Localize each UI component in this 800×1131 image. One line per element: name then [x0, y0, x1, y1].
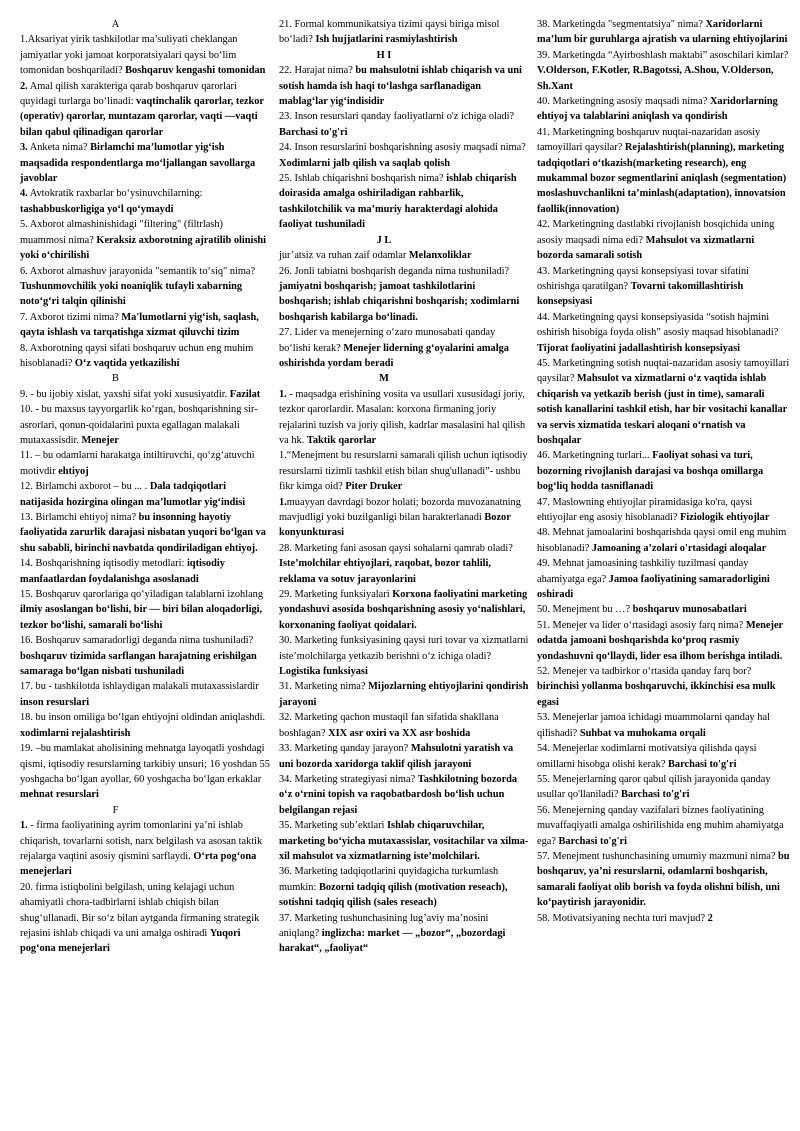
question-entry: [279, 818, 529, 864]
section-letter: B: [112, 373, 119, 385]
answer-text: Barchasi to'g'ri: [279, 126, 348, 138]
question-entry: [537, 448, 792, 494]
question-entry: [20, 32, 271, 78]
question-entry: [537, 217, 792, 263]
question-entry: [20, 387, 271, 402]
question-entry: [537, 741, 792, 772]
question-text: 53. Menejerlar jamoa ichidagi muammolarni qanday hal qilishadi?: [537, 712, 770, 739]
question-entry: [537, 556, 792, 602]
question-entry: [537, 94, 792, 125]
answer-text: Fazilat: [229, 388, 261, 400]
question-text: 29. Marketing funksiyalari: [279, 589, 393, 601]
question-entry: [279, 772, 529, 818]
question-text: 9. - bu ijobiy xislat, yaxshi sifat yoki xususiyatdir.: [20, 388, 230, 400]
answer-text: O‘rta pog‘ona menejerlari: [20, 850, 257, 878]
question-number: 1.: [279, 388, 287, 400]
question-text: 26. Jonli tabiatni boshqarish deganda nima tushuniladi?: [279, 265, 510, 277]
question-text: 27. Lider va menejerning o‘zaro munosabati qanday bo‘lishi kerak?: [279, 327, 496, 354]
question-text: 12. Birlamchi axborot – bu ... .: [20, 481, 150, 493]
question-text: 23. Inson resurslari qanday faoliyatlarni o'z ichiga oladi?: [279, 111, 515, 123]
answer-text: Tashkilotning bozorda o‘z o‘rnini topish va raqobatbardosh bo‘lish uchun belgilangan rejasi: [279, 773, 518, 816]
question-text: 24. Inson resurslarini boshqarishning asosiy maqsadi nima?: [279, 142, 526, 154]
answer-text: boshqaruv munosabatlari: [632, 604, 747, 616]
question-entry: [537, 310, 792, 356]
question-text: 41. Marketingning boshqaruv nuqtai-nazaridan asosiy tamoyillari qaysilar?: [537, 126, 761, 154]
answer-text: Bozor konyunkturasi: [279, 512, 511, 539]
question-text: 15. Boshqaruv qarorlariga qo‘yiladigan talablarni izohlang: [20, 589, 264, 601]
question-entry: [279, 679, 529, 710]
question-text: 36. Marketing tadqiqotlarini quyidagicha turkumlash mumkin:: [279, 866, 499, 893]
question-number: 2.: [20, 80, 28, 92]
question-text: 30. Marketing funksiyasining qaysi turi tovar va xizmatlarni iste’molchilarga yetkazib berishni o‘z ichiga oladi?: [279, 635, 529, 662]
question-text: 47. Maslowning ehtiyojlar piramidasiga ko'ra, qaysi ehtiyojlar eng asosiy hisoblanadi?: [537, 496, 753, 523]
question-entry: [20, 186, 271, 217]
question-entry: [279, 864, 529, 910]
section-letter: J L: [376, 234, 392, 246]
question-entry: [537, 803, 792, 849]
question-text: 46. Marketingning turlari...: [537, 450, 653, 462]
question-text: 32. Marketing qachon mustaqil fan sifatida shakllana boshlagan?: [279, 712, 499, 739]
question-entry: [279, 495, 529, 541]
answer-text: Korxona faoliyatini marketing yondashuvi asosida boshqarishning asosiy yo‘nalishlari, korxonaning faoliyat qoidalari.: [279, 589, 528, 631]
question-text: 19. –bu mamlakat aholisining mehnatga layoqatli yoshdagi qismi, iqtisodiy resurslarning tarkibiy unsuri; 16 yoshdan 55 yoshgacha bo‘lgan ayollar, 60 yoshgacha bo‘lgan erkaklar: [20, 743, 270, 785]
question-text: 17. bu - tashkilotda ishlaydigan malakali mutaxassislardir: [20, 681, 259, 693]
question-entry: [537, 125, 792, 217]
question-text: 33. Marketing qanday jarayon?: [279, 743, 411, 755]
question-text: 55. Menejerlarning qaror qabul qilish jarayonida qanday usullar qo'llaniladi?: [537, 773, 771, 801]
answer-text: mehnat resurslari: [20, 789, 99, 801]
answer-text: boshqaruv tizimida sarflangan harajatning erishilgan samaraga bo‘lgan nisbati tushuniladi: [20, 650, 257, 678]
question-entry: [537, 664, 792, 710]
question-text: 16. Boshqaruv samaradorligi deganda nima tushuniladi?: [20, 635, 254, 647]
question-entry: [20, 556, 271, 587]
section-letter: F: [112, 804, 119, 816]
question-entry: [20, 633, 271, 679]
question-entry: [20, 679, 271, 710]
answer-text: Tijorat faoliyatini jadallashtirish konsepsiyasi: [537, 342, 740, 354]
question-entry: [20, 341, 271, 372]
answer-text: bu boshqaruv, ya’ni resurslarni, odamlarni boshqarish, samarali faoliyat olib borish va foyda olishni bilish, uni ko‘paytirish jarayonidir.: [537, 850, 790, 909]
answer-text: Ma'lumotlarni yig‘ish, saqlash, qayta ishlash va tarqatishga xizmat qiluvchi tizim: [20, 311, 259, 339]
question-entry: [537, 849, 792, 911]
answer-text: Logistika funksiyasi: [279, 666, 368, 678]
answer-text: Barchasi to'g'ri: [668, 758, 737, 770]
question-text: 10. - bu maxsus tayyorgarlik ko‘rgan, boshqarishning sir-asrorlari, qonun-qoidalarini puxta egallagan malakali mutaxassisdir.: [20, 404, 258, 446]
question-text: 13. Birlamchi ehtiyoj nima?: [20, 512, 139, 523]
question-entry: [279, 741, 529, 772]
question-entry: [20, 510, 271, 556]
answer-text: bu mahsulotni ishlab chiqarish va uni sotish hamda ish haqi to‘lashga sarflanadigan mablag‘lar yig‘indisidir: [279, 65, 522, 108]
answer-text: Rejalashtirish(planning), marketing tadqiqotlari o‘tkazish(marketing research), eng mukammal bozor segmentlarini aniqlash (segmentation) moslashuvchanlikni ta’minlash(adaptation), innovatsion faollik(innovation): [537, 142, 787, 215]
question-entry: [537, 772, 792, 803]
column-2: [279, 17, 537, 1131]
question-entry: [279, 710, 529, 741]
question-entry: [20, 448, 271, 479]
answer-text: vaqtinchalik qarorlar, tezkor (operativ) qarorlar, muntazam qarorlar, vaqti —vaqti bilan qabul qilinadigan qarorlar: [20, 96, 264, 138]
question-text: 8. Axborotning qaysi sifati boshqaruv uchun eng muhim hisoblanadi?: [20, 342, 254, 369]
answer-text: V.Olderson, F.Kotler, R.Bagotssi, A.Shou, V.Olderson, Sh.Xant: [537, 65, 774, 92]
question-entry: [20, 479, 271, 510]
answer-text: iqtisodiy manfaatlardan foydalanishga asoslanadi: [20, 558, 225, 585]
question-number: 4.: [20, 188, 28, 200]
question-entry: [537, 525, 792, 556]
answer-text: XIX asr oxiri va XX asr boshida: [328, 727, 471, 739]
question-entry: [279, 633, 529, 679]
answer-text: inson resurslari: [20, 696, 90, 708]
answer-text: jamiyatni boshqarish; jamoat tashkilotlarini boshqarish; ishlab chiqarishni boshqarish; xodimlarni boshqarish kabilarga bo‘linadi.: [279, 280, 520, 323]
question-entry: [20, 880, 271, 957]
answer-text: Xaridorlarni ma’lum bir guruhlarga ajratish va ularning ehtiyojlarini: [537, 19, 788, 46]
question-entry: [537, 264, 792, 310]
question-text: 52. Menejer va tadbirkor o‘rtasida qanday farq bor?: [537, 666, 752, 678]
answer-text: Ish hujjatlarini rasmiylashtirish: [315, 34, 458, 46]
question-entry: [279, 911, 529, 957]
answer-text: Melanxoliklar: [408, 250, 472, 262]
question-text: - maqsadga erishining vosita va usullari xususidagi joriy, tezkor qarorlardir. Masalan: korxona firmaning joriy rejalarini tuzish va joriy qilish, kadrlar masalasini hal qilish va hk.: [279, 388, 526, 446]
question-entry: [279, 448, 529, 494]
column-3: [537, 17, 792, 1131]
question-text: 50. Menejment bu …?: [537, 604, 633, 616]
question-entry: [279, 171, 529, 233]
question-entry: [537, 602, 792, 617]
answer-text: Jamoa faoliyatining samaradorligini oshiradi: [537, 573, 770, 601]
answer-text: Mahsulot va xizmatlarni o‘z vaqtida ishlab chiqarish va yetkazib berish (just in time), samarali sotish kanallarini tashkil etish, har bir vositachi kanallar va servis xizmatida teskari aloqani o‘rnatish va boshqalar: [537, 373, 788, 446]
question-text: 38. Marketingda "segmentatsiya" nima?: [537, 19, 706, 30]
question-text: 5. Axborot almashinishidagi "filtering" (filtrlash) muammosi nima?: [20, 219, 223, 246]
answer-text: Bozorni tadqiq qilish (motivation reseach), sotishni tadqiq qilish (sales reseach): [279, 881, 508, 909]
answer-text: inglizcha: market — „bozor“, „bozordagi harakat“, „faoliyat“: [279, 927, 506, 955]
question-entry: [20, 587, 271, 633]
answer-text: Birlamchi ma’lumotlar yig‘ish maqsadida respondentlarga mo‘ljallangan savollarga javoblar: [20, 142, 256, 185]
answer-text: xodimlarni rejalashtirish: [20, 727, 131, 739]
question-text: jur’atsiz va ruhan zaif odamlar: [279, 250, 409, 262]
question-entry: [279, 63, 529, 109]
answer-text: Menejer liderning g‘oyalarini amalga oshirishda yordam beradi: [279, 342, 509, 369]
question-text: 51. Menejer va lider o‘rtasidagi asosiy farq nima?: [537, 619, 746, 631]
question-text: 7. Axborot tizimi nima?: [20, 311, 122, 323]
answer-text: Piter Druker: [345, 481, 403, 493]
answer-text: Suhbat va muhokama orqali: [579, 727, 706, 739]
question-text: 39. Marketingda “Ayirboshlash maktabi” asoschilari kimlar?: [537, 49, 789, 61]
question-text: 34. Marketing strategiyasi nima?: [279, 773, 418, 785]
answer-text: Fiziologik ehtiyojlar: [680, 512, 770, 523]
question-entry: [279, 587, 529, 633]
question-entry: [20, 264, 271, 310]
question-text: 56. Menejerning qanday vazifalari biznes faoliyatining muvaffaqiyatli amalga oshirilishida eng muhim ahamiyatga ega?: [537, 804, 784, 847]
question-entry: [537, 495, 792, 526]
question-entry: [279, 325, 529, 371]
question-text: 58. Motivatsiyaning nechta turi mavjud?: [537, 912, 708, 924]
column-1: [20, 17, 279, 1131]
question-text: Anketa nima?: [27, 142, 91, 154]
question-text: 48. Mehnat jamoalarini boshqarishda qaysi omil eng muhim hisoblanadi?: [537, 527, 787, 554]
answer-text: Xaridorlarning ehtiyoj va talablarini aniqlash va qondirish: [537, 96, 778, 123]
question-text: - firma faoliyatining ayrim tomonlarini ya’ni ishlab chiqarish, tovarlarni sotish, narx belgilash va asosan taktik rejalarga vaqtini asosiy qismini sarflaydi.: [20, 820, 263, 862]
question-text: Amal qilish xarakteriga qarab boshqaruv qarorlari quyidagi turlarga bo‘linadi:: [20, 80, 237, 108]
answer-text: bu insonning hayotiy faoliyatida zarurlik darajasi nisbatan yuqori bo‘lgan va shu sababli, birinchi navbatda qondiriladigan ehtiyoj.: [20, 512, 266, 554]
answer-text: Keraksiz axborotning ajratilib olinishi yoki o‘chirilishi: [20, 234, 267, 262]
question-entry: [20, 310, 271, 341]
question-text: 28. Marketing fani asosan qaysi sohalarni qamrab oladi?: [279, 542, 513, 554]
question-text: 6. Axborot almashuv jarayonida "semantik to‘siq" nima?: [20, 265, 256, 277]
question-entry: [537, 911, 792, 926]
question-text: 40. Marketingning asosiy maqsadi nima?: [537, 96, 710, 108]
question-entry: [20, 710, 271, 741]
question-entry: [537, 618, 792, 664]
question-entry: [537, 710, 792, 741]
question-entry: [279, 264, 529, 326]
question-text: 22. Harajat nima?: [279, 65, 356, 77]
question-text: 57. Menejment tushunchasining umumiy mazmuni nima?: [537, 850, 779, 862]
question-entry: [537, 356, 792, 448]
question-text: 11. – bu odamlarni harakatga intiltiruvchi, qo‘zg‘atuvchi motivdir: [20, 450, 255, 477]
question-entry: [537, 48, 792, 94]
question-entry: [20, 818, 271, 880]
answer-text: Xodimlarni jalb qilish va saqlab qolish: [279, 157, 451, 169]
question-text: 35. Marketing sub’ektlari: [279, 820, 388, 832]
answer-text: Dala tadqiqotlari natijasida hozirgina olingan ma’lumotlar yig‘indisi: [20, 481, 246, 508]
section-letter: M: [379, 373, 389, 385]
question-text: 49. Mehnat jamoasining tashkiliy tuzilmasi qanday ahamiyatga ega?: [537, 558, 749, 585]
question-text: 54. Menejerlar xodimlarni motivatsiya qilishda qaysi omillarni hisobga olishi kerak?: [537, 743, 757, 770]
question-text: 14. Boshqarishning iqtisodiy metodlari:: [20, 558, 187, 570]
answer-text: Barchasi to'g'ri: [558, 835, 628, 847]
question-text: 37. Marketing tushunchasining lug’aviy ma’nosini aniqlang?: [279, 912, 489, 939]
answer-text: Mijozlarning ehtiyojlarini qondirish jarayoni: [279, 681, 529, 708]
question-text: 44. Marketingning qaysi konsepsiyasida “sotish hajmini oshirish hisobiga foyda olish” asosiy maqsad hisoblanadi?: [537, 311, 779, 339]
answer-text: O‘z vaqtida yetkazilishi: [74, 357, 180, 369]
answer-text: ehtiyoj: [58, 465, 89, 477]
question-entry: [279, 140, 529, 171]
section-letter: H I: [376, 49, 392, 61]
question-number: 3.: [20, 142, 28, 154]
question-entry: [20, 217, 271, 263]
question-text: 31. Marketing nima?: [279, 681, 369, 693]
question-text: 42. Marketingning dastlabki rivojlanish bosqichida uning asosiy maqsadi nima edi?: [537, 219, 775, 246]
question-entry: [279, 17, 529, 48]
question-text: 45. Marketingning sotish nuqtai-nazaridan asosiy tamoyillari qaysilar?: [537, 357, 790, 385]
question-number: 1.: [279, 496, 287, 508]
answer-text: Faoliyat sohasi va turi, bozorning rivojlanish darajasi va boshqa omillarga bog‘liq hodda tasniflanadi: [537, 450, 764, 493]
question-text: 1.“Menejment bu resurslarni samarali qilish uchun iqtisodiy resurslarni tizimli tashkil etish bilan shug'ullanadi”- ushbu fikr kimga oid?: [279, 450, 528, 493]
question-entry: [20, 741, 271, 803]
answer-text: Tovarni takomillashtirish konsepsiyasi: [537, 280, 744, 308]
answer-text: Taktik qarorlar: [306, 434, 377, 446]
answer-text: Jamoaning a’zolari o'rtasidagi aloqalar: [591, 542, 767, 554]
question-text: 20. firma istiqbolini belgilash, uning kelajagi uchun ahamiyatli chora-tadbirlarni ishlab chiqish bilan shug‘ullanadi. Bir so‘z bilan aytganda firmaning strategik rejasini ishlab chiqadi va uni amalga oshiradi: [20, 881, 260, 939]
question-entry: [279, 387, 529, 449]
question-text: 21. Formal kommunikatsiya tizimi qaysi biriga misol bo‘ladi?: [279, 19, 500, 46]
question-entry: [279, 541, 529, 587]
question-text: muayyan davrdagi bozor holati; bozorda muvozanatning mavjudligi yoki buzilganligi bilan harakterlanadi: [279, 496, 521, 523]
answer-text: Yuqori pog‘ona menejerlari: [20, 927, 241, 955]
question-entry: [20, 402, 271, 448]
question-text: Avtokratik raxbarlar bo‘ysinuvchilarning:: [27, 188, 203, 200]
question-text: 25. Ishlab chiqarishni boshqarish nima?: [279, 173, 447, 185]
answer-text: tashabbuskorligiga yo‘l qo‘ymaydi: [20, 203, 174, 215]
answer-text: Barchasi to'g'ri: [621, 789, 690, 801]
question-text: 18. bu inson omiliga bo‘lgan ehtiyojni oldindan aniqlashdi.: [20, 712, 266, 724]
question-text: 43. Marketingning qaysi konsepsiyasi tovar sifatini oshirishga qaratilgan?: [537, 265, 750, 292]
answer-text: Ishlab chiqaruvchilar, marketing bo‘yicha mutaxassislar, vositachilar va xilma-xil mahsulot va xizmatlarning iste’molchilari.: [279, 820, 529, 862]
answer-text: Boshqaruv kengashi tomonidan: [125, 65, 266, 77]
answer-text: Menejer odatda jamoani boshqarishda ko‘proq rasmiy yondashuvni qo‘llaydi, lider esa ilhom berishga intiladi.: [537, 619, 783, 662]
question-entry: [279, 248, 529, 263]
answer-text: Mahsulot va xizmatlarni bozorda samarali sotish: [537, 234, 755, 262]
answer-text: Mahsulotni yaratish va uni bozorda xaridorga taklif qilish jarayoni: [279, 743, 514, 770]
question-entry: [537, 17, 792, 48]
answer-text: Iste’molchilar ehtiyojlari, raqobat, bozor tahlili, reklama va sotuv jarayonlarini: [279, 558, 491, 585]
section-letter: A: [111, 19, 120, 30]
answer-text: 2: [707, 912, 713, 924]
question-entry: [279, 109, 529, 140]
question-text: 1.Aksariyat yirik tashkilotlar ma’suliyati cheklangan jamiyatlar yoki jamoat korporatsiyalari qaysi bo‘lim tomonidan boshqariladi?: [20, 34, 238, 77]
answer-text: ilmiy asoslangan bo‘lishi, bir — biri bilan aloqadorligi, tezkor bo‘lishi, samarali bo‘lishi: [20, 604, 263, 631]
answer-text: ishlab chiqarish doirasida amalga oshiriladigan rahbarlik, tashkilotchilik va ma’muriy harakterdagi alohida faoliyat tushuniladi: [279, 173, 517, 231]
question-entry: [20, 79, 271, 141]
answer-text: Menejer: [81, 434, 119, 446]
question-entry: [20, 140, 271, 186]
question-number: 1.: [20, 820, 28, 832]
answer-text: Tushunmovchilik yoki noaniqlik tufayli xabarning noto‘g‘ri talqin qilinishi: [20, 280, 243, 308]
answer-text: birinchisi yollanma boshqaruvchi, ikkinchisi esa mulk egasi: [537, 681, 776, 708]
